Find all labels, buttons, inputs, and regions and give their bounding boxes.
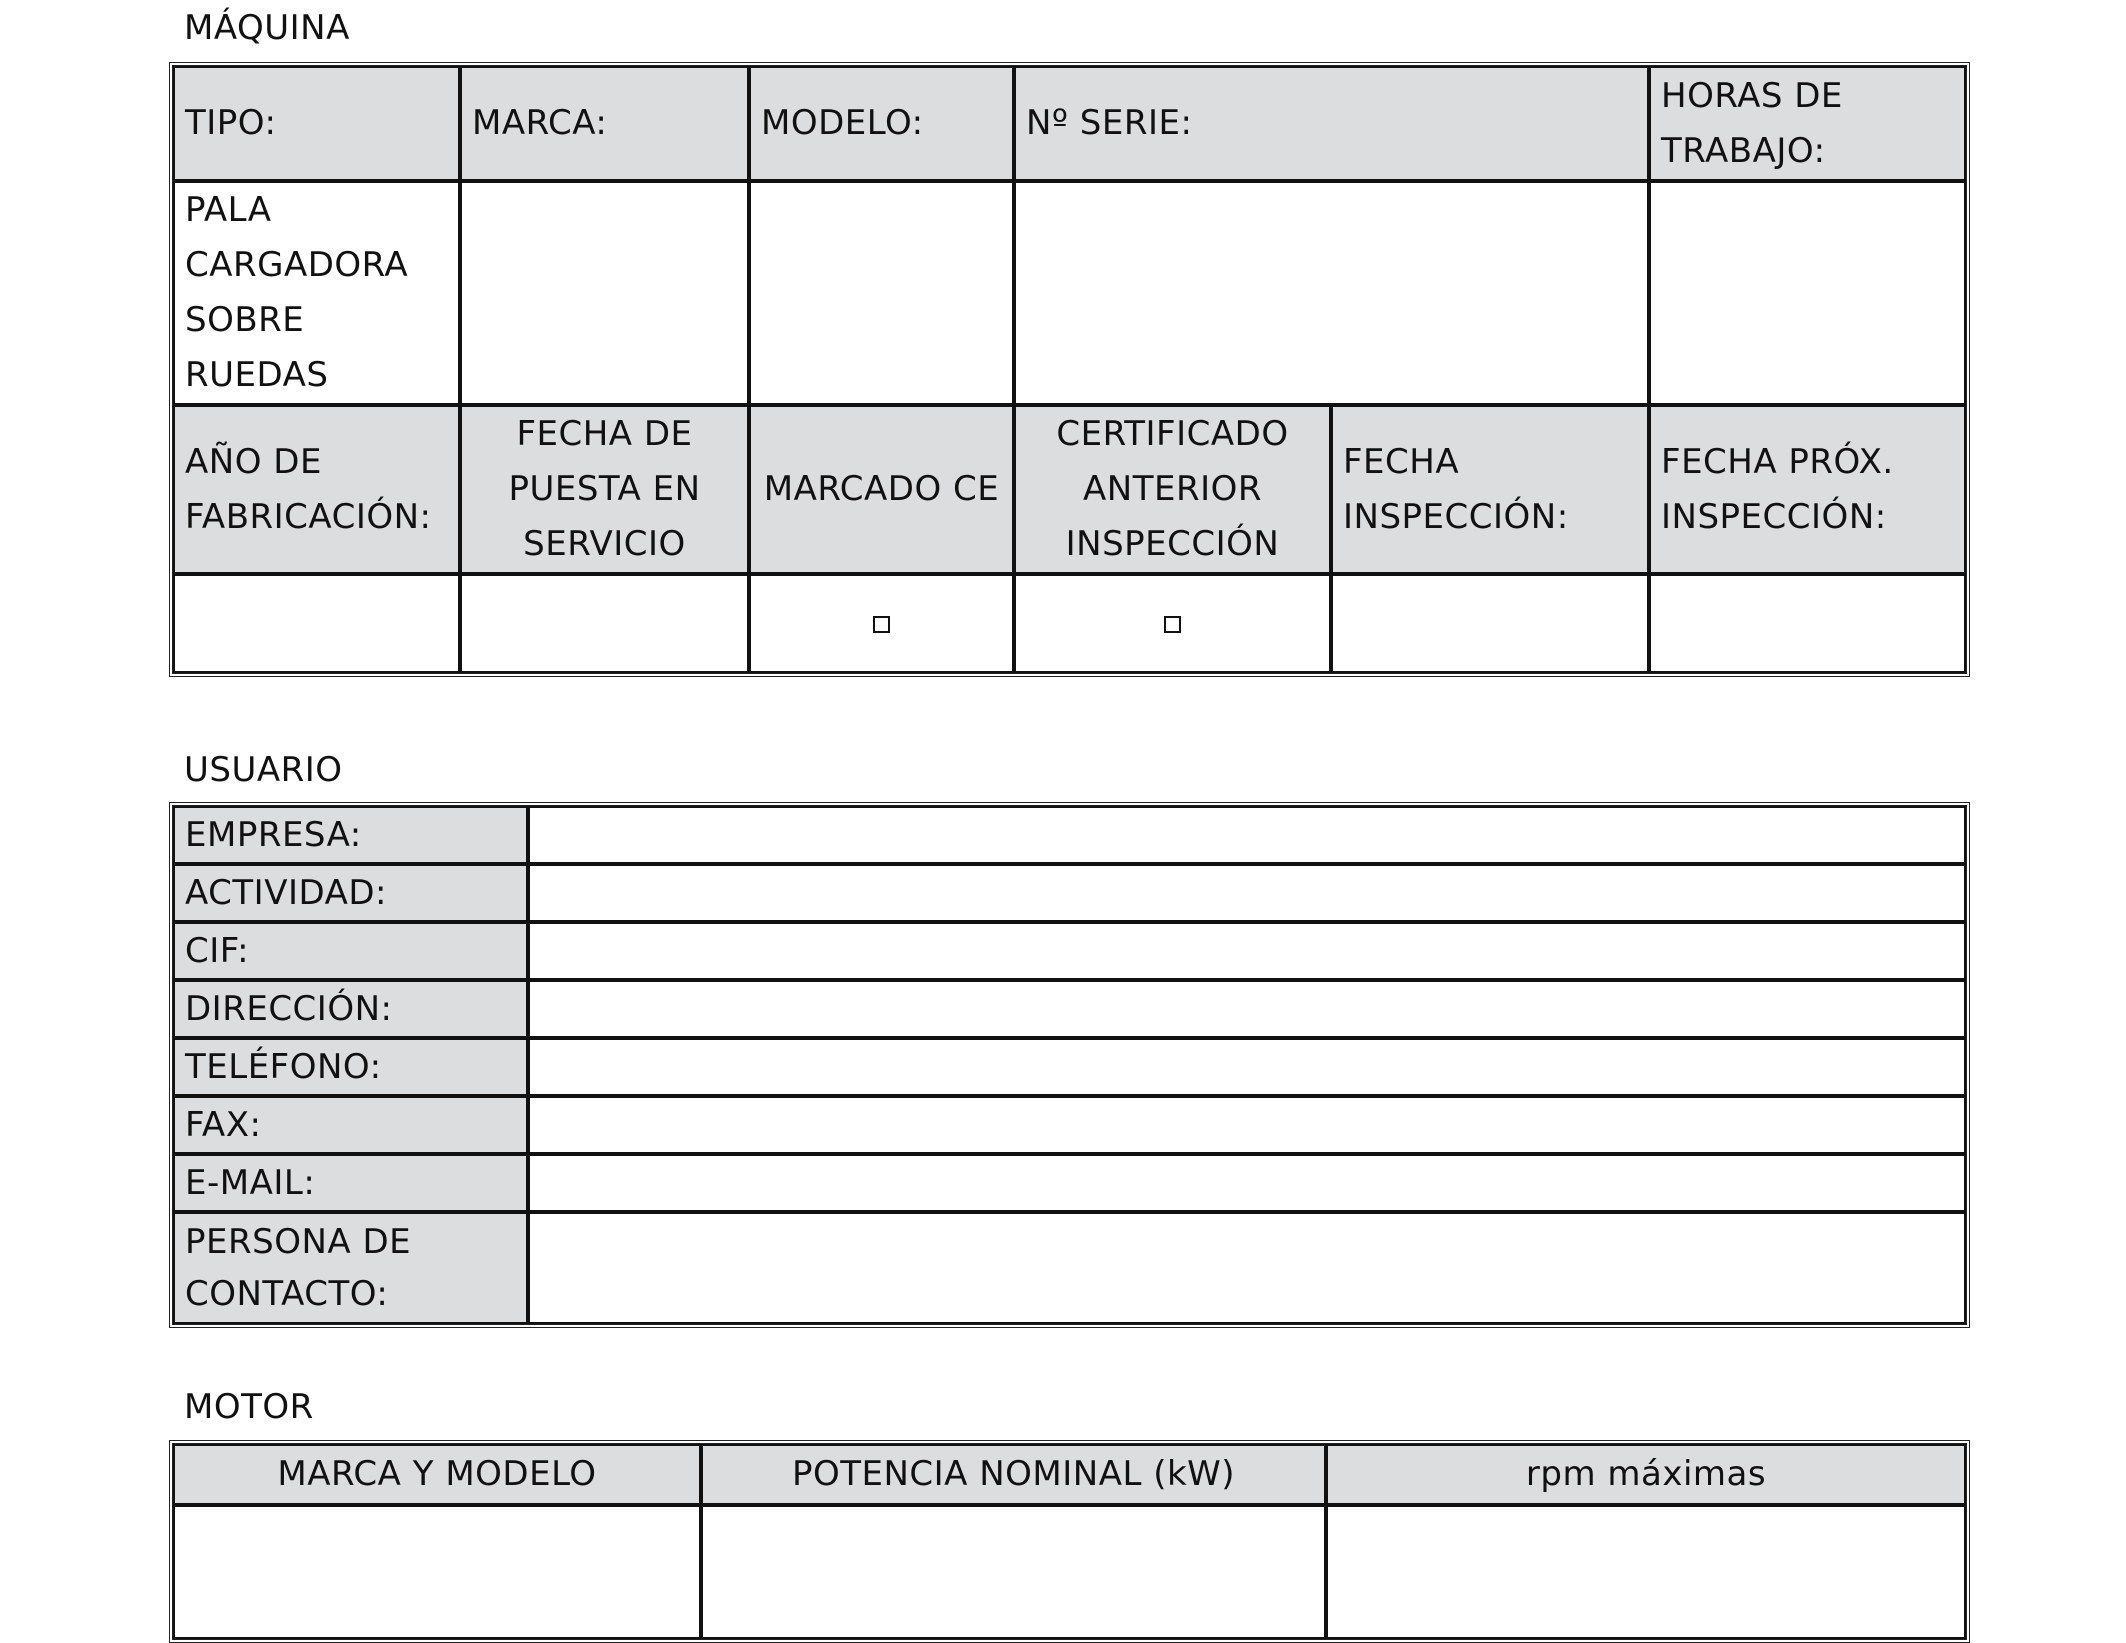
fecha-proxima-inspeccion-field[interactable] <box>1649 574 1966 673</box>
fecha-inspeccion-field[interactable] <box>1331 574 1649 673</box>
tipo-label: TIPO: <box>173 66 460 181</box>
motor-potencia-field[interactable] <box>701 1505 1326 1639</box>
anio-fabricacion-field[interactable] <box>173 574 460 673</box>
modelo-field[interactable] <box>749 181 1014 405</box>
fecha-puesta-servicio-field[interactable] <box>460 574 749 673</box>
actividad-label: ACTIVIDAD: <box>173 864 528 922</box>
cif-field[interactable] <box>528 922 1966 980</box>
horas-trabajo-field[interactable] <box>1649 181 1966 405</box>
fax-field[interactable] <box>528 1096 1966 1154</box>
usuario-table <box>169 802 1970 1328</box>
cif-label: CIF: <box>173 922 528 980</box>
fecha-inspeccion-label: FECHA INSPECCIÓN: <box>1331 405 1649 574</box>
motor-potencia-header: POTENCIA NOMINAL (kW) <box>701 1444 1326 1505</box>
motor-marca-modelo-header: MARCA Y MODELO <box>173 1444 701 1505</box>
fecha-proxima-inspeccion-label: FECHA PRÓX. INSPECCIÓN: <box>1649 405 1966 574</box>
direccion-label: DIRECCIÓN: <box>173 980 528 1038</box>
anio-fabricacion-label: AÑO DE FABRICACIÓN: <box>173 405 460 574</box>
marca-field[interactable] <box>460 181 749 405</box>
direccion-field[interactable] <box>528 980 1966 1038</box>
actividad-field[interactable] <box>528 864 1966 922</box>
fecha-puesta-servicio-label: FECHA DE PUESTA EN SERVICIO <box>460 405 749 574</box>
motor-table <box>169 1440 1970 1643</box>
motor-rpm-header: rpm máximas <box>1326 1444 1966 1505</box>
persona-contacto-field[interactable] <box>528 1212 1966 1324</box>
marcado-ce-label: MARCADO CE <box>749 405 1014 574</box>
certificado-anterior-cell <box>1014 574 1331 673</box>
maquina-table <box>169 62 1970 677</box>
certificado-anterior-checkbox[interactable] <box>1164 616 1181 633</box>
empresa-field[interactable] <box>528 806 1966 864</box>
serie-field[interactable] <box>1014 181 1649 405</box>
modelo-label: MODELO: <box>749 66 1014 181</box>
empresa-label: EMPRESA: <box>173 806 528 864</box>
marca-label: MARCA: <box>460 66 749 181</box>
motor-rpm-field[interactable] <box>1326 1505 1966 1639</box>
serie-label: Nº SERIE: <box>1014 66 1649 181</box>
telefono-field[interactable] <box>528 1038 1966 1096</box>
certificado-anterior-label: CERTIFICADO ANTERIOR INSPECCIÓN <box>1014 405 1331 574</box>
section-title-motor: MOTOR <box>184 1387 314 1427</box>
motor-marca-modelo-field[interactable] <box>173 1505 701 1639</box>
marcado-ce-cell <box>749 574 1014 673</box>
persona-contacto-label: PERSONA DE CONTACTO: <box>173 1212 528 1324</box>
horas-trabajo-label: HORAS DE TRABAJO: <box>1649 66 1966 181</box>
marcado-ce-checkbox[interactable] <box>873 616 890 633</box>
tipo-value[interactable]: PALA CARGADORA SOBRE RUEDAS <box>173 181 460 405</box>
email-field[interactable] <box>528 1154 1966 1212</box>
section-title-usuario: USUARIO <box>184 750 343 790</box>
fax-label: FAX: <box>173 1096 528 1154</box>
email-label: E-MAIL: <box>173 1154 528 1212</box>
section-title-maquina: MÁQUINA <box>184 8 350 48</box>
telefono-label: TELÉFONO: <box>173 1038 528 1096</box>
